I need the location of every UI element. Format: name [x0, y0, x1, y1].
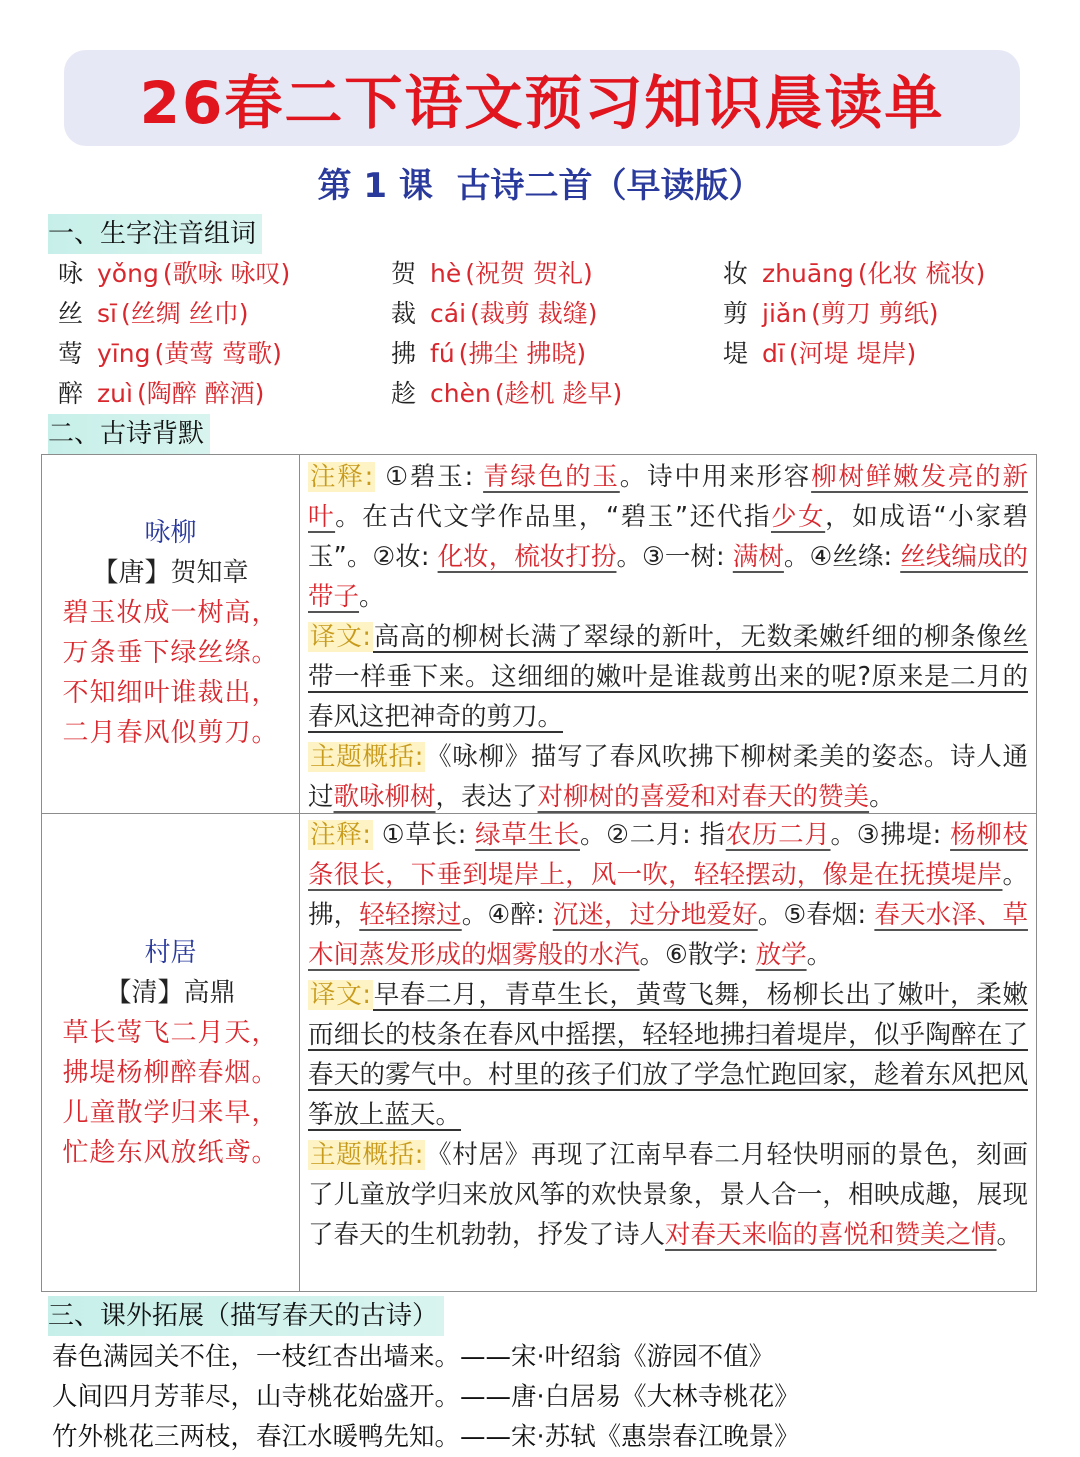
lesson-title: 第 1 课 古诗二首（早读版） — [317, 166, 763, 206]
plain-text: 。④丝绦: — [783, 542, 901, 572]
plain-text: 《村居》再现了江南早春二月轻快明丽的景色，刻画了儿童放学归来放风筝的欢快景象，景人合一，相映成趣，展现了春天的生机勃勃，抒发了诗人 — [308, 1140, 1028, 1250]
pinyin: dī — [762, 339, 785, 368]
extension-line: 人间四月芳菲尽，山寺桃花始盛开。——唐·白居易《大林寺桃花》 — [52, 1382, 800, 1412]
plain-text: 。 — [996, 1220, 1023, 1250]
char: 妆 — [723, 259, 749, 288]
char: 莺 — [58, 339, 84, 368]
highlight-text: 丝线编成的带子 — [308, 542, 1028, 612]
highlight-text: 春天水泽、草木间蒸发形成的烟雾般的水汽 — [308, 900, 1028, 970]
theme-tag: 主题概括: — [310, 742, 424, 772]
char-entry — [723, 334, 916, 374]
translation-text: 高高的柳树长满了翠绿的新叶，无数柔嫩纤细的柳条像丝带一样垂下来。这细细的嫩叶是谁裁剪出来的呢?原来是二月的春风这把神奇的剪刀。 — [308, 622, 1028, 732]
plain-text: 。 — [806, 940, 833, 970]
section-heading-extension: 三、课外拓展（描写春天的古诗） — [48, 1296, 444, 1336]
translation-tag: 译文: — [310, 622, 371, 652]
notes-tag: 注释: — [310, 820, 371, 850]
char: 贺 — [391, 259, 417, 288]
char: 拂 — [391, 339, 417, 368]
plain-text: 。③拂堤: — [830, 820, 951, 850]
char: 咏 — [58, 259, 84, 288]
pinyin: zuì — [97, 379, 133, 408]
pinyin: yīng — [97, 339, 151, 368]
highlight-text: 满树 — [732, 542, 784, 572]
char-words: (陶醉 醉酒) — [136, 379, 265, 408]
translation-text: 早春二月，青草生长，黄莺飞舞，杨柳长出了嫩叶，柔嫩而细长的枝条在春风中摇摆，轻轻地拂扫着堤岸，似乎陶醉在了春天的雾气中。村里的孩子们放了学急忙跑回家，趁着东风把风筝放上蓝天。 — [308, 980, 1028, 1130]
char: 堤 — [723, 339, 749, 368]
translation-tag: 译文: — [310, 980, 371, 1010]
pinyin: chèn — [430, 379, 491, 408]
char-entry — [58, 254, 290, 294]
plain-text: 。 — [869, 782, 895, 812]
poem-text-cell — [42, 813, 300, 1291]
char: 趁 — [391, 379, 417, 408]
poem-translation — [308, 617, 1028, 737]
pinyin: sī — [97, 299, 117, 328]
poem-line: 拂堤杨柳醉春烟。 — [62, 1058, 279, 1088]
poem-line: 碧玉妆成一树高， — [62, 598, 279, 628]
poem-notes-cell — [300, 457, 1036, 813]
char: 剪 — [723, 299, 749, 328]
plain-text: 。诗中用来形容 — [619, 462, 812, 492]
poem-theme — [308, 1135, 1028, 1255]
poem-author: 【唐】贺知章 — [92, 558, 249, 588]
char-entry — [723, 294, 939, 334]
plain-text: 《咏柳》描写了春风吹拂下柳树柔美的姿态。诗人通过 — [308, 742, 1028, 812]
poem-text-cell — [42, 455, 300, 813]
char-words: (歌咏 咏叹) — [162, 259, 291, 288]
highlight-text: 放学 — [755, 940, 807, 970]
poem-title: 村居 — [144, 938, 197, 968]
char-entry — [391, 334, 586, 374]
char-words: (剪刀 剪纸) — [811, 299, 939, 328]
char-words: (趁机 趁早) — [494, 379, 623, 408]
highlight-text: 化妆，梳妆打扮 — [437, 542, 617, 572]
char-words: (河堤 堤岸) — [788, 339, 917, 368]
char: 裁 — [391, 299, 417, 328]
char-words: (拂尘 拂晓) — [458, 339, 587, 368]
title-part-red-2: 知识晨读单 — [644, 69, 945, 137]
pinyin: fú — [430, 339, 455, 368]
plain-text: ①草长: — [373, 820, 476, 850]
extension-line: 竹外桃花三两枝，春江水暖鸭先知。——宋·苏轼《惠崇春江晚景》 — [52, 1422, 800, 1452]
section-heading-chars: 一、生字注音组词 — [48, 214, 262, 254]
poem-translation — [308, 975, 1028, 1135]
char-entry — [58, 334, 282, 374]
highlight-text: 杨柳枝条很长，下垂到堤岸上，风一吹，轻轻摆动，像是在抚摸堤岸 — [308, 820, 1028, 890]
plain-text: 。④醉: — [461, 900, 553, 930]
highlight-text: 轻轻擦过 — [359, 900, 462, 930]
poem-title: 咏柳 — [144, 518, 197, 548]
plain-text: ，如成语“小家碧玉”。②妆: — [308, 502, 1028, 572]
pinyin: cái — [430, 299, 467, 328]
poem-line: 二月春风似剪刀。 — [62, 718, 279, 748]
plain-text: 。拂， — [308, 860, 1028, 930]
poem-line: 不知细叶谁裁出， — [62, 678, 279, 708]
title-banner — [64, 50, 1020, 146]
notes-tag: 注释: — [310, 462, 374, 492]
highlight-text: 青绿色的玉 — [483, 462, 620, 492]
plain-text: ，表达了 — [435, 782, 538, 812]
plain-text: 。⑤春烟: — [757, 900, 875, 930]
char-entry — [58, 374, 264, 414]
char-words: (裁剪 裁缝) — [470, 299, 598, 328]
plain-text: ①碧玉: — [375, 462, 484, 492]
highlight-text: 对春天来临的喜悦和赞美之情 — [665, 1220, 997, 1250]
title-part-red: 26春二下语文预习 — [139, 69, 645, 137]
theme-tag: 主题概括: — [310, 1140, 424, 1170]
poem-author: 【清】高鼎 — [105, 978, 236, 1008]
pinyin: hè — [430, 259, 462, 288]
plain-text: 。②二月: 指 — [579, 820, 726, 850]
page-title — [140, 56, 945, 140]
poem-notes — [308, 815, 1028, 975]
highlight-text: 柳树鲜嫩发亮的新叶 — [308, 462, 1028, 532]
highlight-text: 沉迷，过分地爱好 — [552, 900, 758, 930]
char-entry — [58, 294, 248, 334]
char-words: (黄莺 莺歌) — [154, 339, 282, 368]
plain-text: 。⑥散学: — [639, 940, 756, 970]
poem-notes-cell — [300, 815, 1036, 1291]
pinyin: jiǎn — [762, 299, 808, 328]
poem-line: 草长莺飞二月天， — [62, 1018, 279, 1048]
char-words: (祝贺 贺礼) — [465, 259, 593, 288]
poem-line: 万条垂下绿丝绦。 — [62, 638, 279, 668]
char-entry — [391, 294, 598, 334]
char: 醉 — [58, 379, 84, 408]
section-heading-poems: 二、古诗背默 — [48, 414, 210, 454]
char-entry — [723, 254, 985, 294]
highlight-text: 绿草生长 — [475, 820, 580, 850]
extension-line: 春色满园关不住，一枝红杏出墙来。——宋·叶绍翁《游园不值》 — [52, 1342, 775, 1372]
char-words: (化妆 梳妆) — [857, 259, 986, 288]
highlight-text: 歌咏柳树 — [333, 782, 436, 812]
highlight-text: 农历二月 — [725, 820, 831, 850]
char-entry — [391, 374, 622, 414]
highlight-text: 对柳树的喜爱和对春天的赞美 — [537, 782, 870, 812]
pinyin: zhuāng — [762, 259, 854, 288]
char-words: (丝绸 丝巾) — [121, 299, 249, 328]
highlight-text: 少女 — [770, 502, 826, 532]
char-entry — [391, 254, 593, 294]
poem-theme — [308, 737, 1028, 817]
poem-line: 忙趁东风放纸鸢。 — [62, 1138, 279, 1168]
pinyin: yǒng — [97, 259, 159, 288]
plain-text: 。③一树: — [616, 542, 733, 572]
plain-text: 。在古代文学作品里，“碧玉”还代指 — [335, 502, 771, 532]
poem-table — [41, 454, 1037, 1292]
poem-notes — [308, 457, 1028, 617]
char: 丝 — [58, 299, 84, 328]
plain-text: 。 — [359, 582, 385, 612]
poem-line: 儿童散学归来早， — [62, 1098, 279, 1128]
